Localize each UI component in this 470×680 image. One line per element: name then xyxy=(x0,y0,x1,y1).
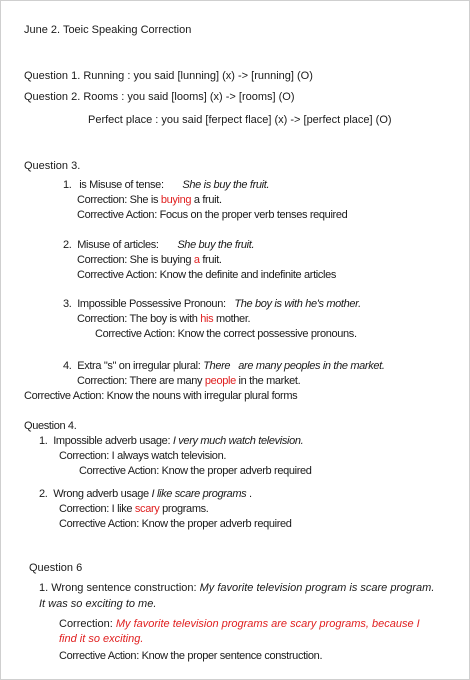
correction-label: Correction: xyxy=(59,618,113,630)
correction-text: Correction: There are many xyxy=(77,375,205,387)
correction-text: Correction: She is xyxy=(77,194,161,206)
q3-item-2-correction xyxy=(77,253,222,267)
item-quote: She is buy the fruit. xyxy=(182,179,270,191)
question-2: Question 2. Rooms : you said [looms] (x) -> [rooms] (O) xyxy=(24,91,295,103)
item-quote: She buy the fruit. xyxy=(177,239,255,251)
item-quote: I like scare programs xyxy=(151,488,247,500)
q4-item-2-action: Corrective Action: Know the proper adverb required xyxy=(59,518,292,530)
correction-highlight: his xyxy=(200,313,214,325)
item-number: 3. xyxy=(63,298,72,310)
q6-item-1-correction xyxy=(59,617,420,631)
item-quote: There are many peoples in the market. xyxy=(203,360,385,372)
question-4-heading: Question 4. xyxy=(24,420,77,432)
item-number: 1. xyxy=(63,179,72,191)
item-label: Misuse of articles: xyxy=(77,239,159,251)
item-label: Wrong adverb usage xyxy=(53,488,149,500)
q3-item-4-title xyxy=(63,359,385,373)
q4-item-2-title xyxy=(39,487,252,501)
q4-item-1-title xyxy=(39,434,303,448)
item-number: 4. xyxy=(63,360,72,372)
q6-item-1-title xyxy=(39,581,434,595)
item-quote: I very much watch television. xyxy=(172,435,304,447)
question-3-heading: Question 3. xyxy=(24,160,81,172)
correction-text-end: mother. xyxy=(213,313,251,325)
correction-highlight: buying xyxy=(160,194,192,206)
correction-text-end: fruit. xyxy=(199,254,222,266)
correction-text: Correction: The boy is with xyxy=(77,313,201,325)
correction-text: Correction: She is buying xyxy=(77,254,194,266)
correction-text-end: in the market. xyxy=(235,375,301,387)
item-tail: . xyxy=(246,488,252,500)
q6-item-1-correction-continued: find it so exciting. xyxy=(59,633,144,645)
q6-item-1-quote-continued: It was so exciting to me. xyxy=(39,598,157,610)
item-quote: The boy is with he's mother. xyxy=(234,298,361,310)
item-label: 1. Wrong sentence construction: xyxy=(39,582,197,594)
q6-item-1-action: Corrective Action: Know the proper sentence construction. xyxy=(59,650,323,662)
item-number: 2. xyxy=(39,488,48,500)
q3-item-3-correction xyxy=(77,312,250,326)
q4-item-1-correction: Correction: I always watch television. xyxy=(59,450,227,462)
correction-highlight: people xyxy=(204,375,236,387)
item-label: Impossible Possessive Pronoun: xyxy=(77,298,226,310)
q3-item-2-title xyxy=(63,238,254,252)
question-2-perfect-place: Perfect place : you said [ferpect flace] (x) -> [perfect place] (O) xyxy=(88,114,392,126)
q4-item-1-action: Corrective Action: Know the proper adverb required xyxy=(79,465,312,477)
correction-highlight: My favorite television programs are scary programs, because I xyxy=(115,618,420,630)
correction-text-end: a fruit. xyxy=(191,194,222,206)
q3-item-3-action: Corrective Action: Know the correct possessive pronouns. xyxy=(95,328,357,340)
correction-highlight: a xyxy=(193,254,200,266)
q3-item-3-title xyxy=(63,297,361,311)
q3-item-2-action: Corrective Action: Know the definite and indefinite articles xyxy=(77,269,337,281)
correction-highlight: scary xyxy=(134,503,160,515)
question-6-heading: Question 6 xyxy=(29,562,83,574)
item-number: 2. xyxy=(63,239,72,251)
correction-text: Correction: I like xyxy=(59,503,135,515)
item-label: Extra "s" on irregular plural: xyxy=(77,360,201,372)
item-label: is Misuse of tense: xyxy=(79,179,164,191)
item-label: Impossible adverb usage: xyxy=(53,435,171,447)
document-title: June 2. Toeic Speaking Correction xyxy=(24,24,192,36)
q3-item-4-action: Corrective Action: Know the nouns with irregular plural forms xyxy=(24,390,298,402)
q3-item-1-correction xyxy=(77,193,222,207)
item-number: 1. xyxy=(39,435,48,447)
item-quote: My favorite television program is scare program. xyxy=(199,582,435,594)
correction-text-end: programs. xyxy=(159,503,209,515)
q3-item-1-title xyxy=(63,178,269,192)
q4-item-2-correction xyxy=(59,502,209,516)
q3-item-1-action: Corrective Action: Focus on the proper verb tenses required xyxy=(77,209,348,221)
q3-item-4-correction xyxy=(77,374,300,388)
question-1: Question 1. Running : you said [lunning] (x) -> [running] (O) xyxy=(24,70,313,82)
